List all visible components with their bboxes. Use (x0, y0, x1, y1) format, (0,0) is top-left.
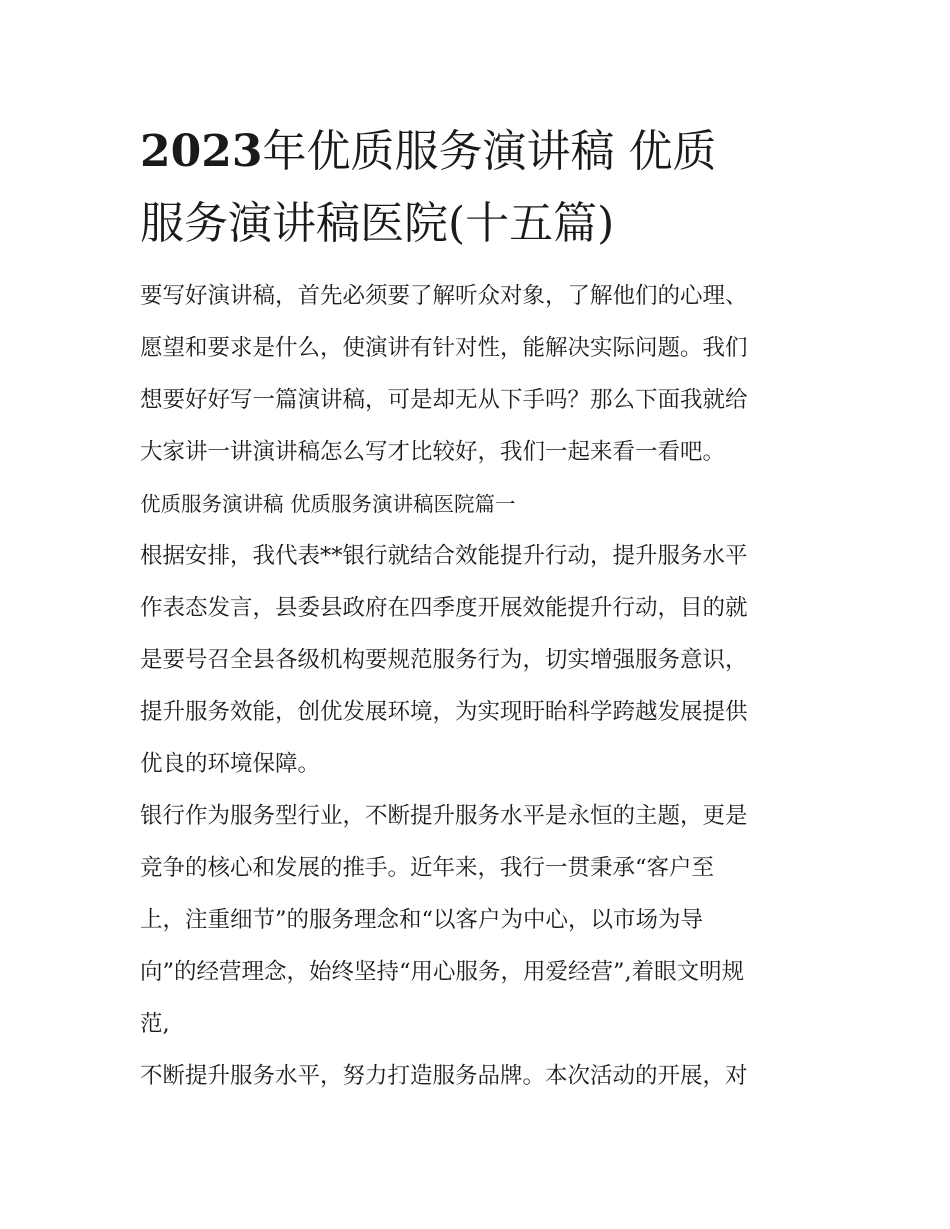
text-line: 愿望和要求是什么，使演讲有针对性，能解决实际问题。我们 (140, 335, 748, 361)
text-line: 上，注重细节”的服务理念和“以客户为中心，以市场为导 (140, 907, 704, 933)
text-line: 提升服务效能，创优发展环境，为实现盱眙科学跨越发展提供 (140, 699, 748, 725)
text-line: 根据安排，我代表**银行就结合效能提升行动，提升服务水平 (140, 543, 748, 569)
text-line: 竞争的核心和发展的推手。近年来，我行一贯秉承“客户至 (140, 855, 715, 881)
text-line: 不断提升服务水平，努力打造服务品牌。本次活动的开展，对 (140, 1063, 748, 1089)
title-year: 2023 (140, 126, 263, 177)
text-line: 作表态发言，县委县政府在四季度开展效能提升行动，目的就 (140, 595, 748, 621)
text-line: 想要好好写一篇演讲稿，可是却无从下手吗？那么下面我就给 (140, 387, 748, 413)
text-line: 范, (140, 1011, 170, 1037)
text-line: 要写好演讲稿，首先必须要了解听众对象，了解他们的心理、 (140, 283, 748, 309)
section-heading: 优质服务演讲稿 优质服务演讲稿医院篇一 (140, 492, 516, 516)
document-title (140, 116, 820, 260)
document-body (140, 270, 820, 1102)
text-line: 银行作为服务型行业，不断提升服务水平是永恒的主题，更是 (140, 803, 748, 829)
text-line: 是要号召全县各级机构要规范服务行为，切实增强服务意识， (140, 647, 748, 673)
title-line2: 服务演讲稿医院(十五篇) (140, 198, 615, 249)
text-line: 优良的环境保障。 (140, 751, 321, 777)
text-line: 大家讲一讲演讲稿怎么写才比较好，我们一起来看一看吧。 (140, 439, 726, 465)
title-line1: 年优质服务演讲稿 优质 (262, 126, 717, 177)
text-line: 向”的经营理念，始终坚持“用心服务，用爱经营”,着眼文明规 (140, 959, 745, 985)
